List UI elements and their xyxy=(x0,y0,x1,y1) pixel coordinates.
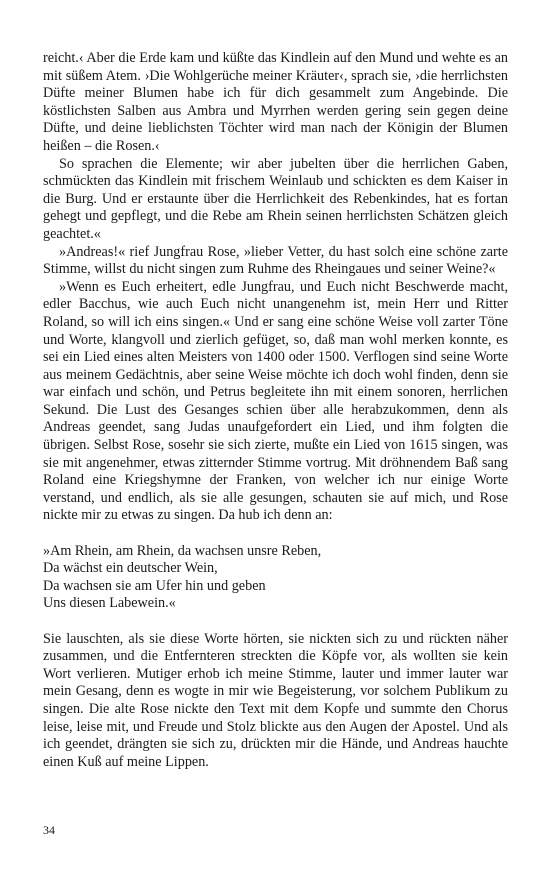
paragraph: reicht.‹ Aber die Erde kam und küßte das Kindlein auf den Mund und wehte es an mit süßem Atem. ›Die Wohlgerüche meiner Kräuter‹, sprach sie, ›die herrlichsten Düfte meiner Blumen habe ich für dich gesammelt zum Angebinde. Die köstlichsten Salben aus Ambra und Myrrhen werden gering sein gegen deine Düfte, und deine lieblichsten Töchter wird man nach der Königin der Blumen heißen – die Rosen.‹ xyxy=(43,50,508,154)
verse-line: »Am Rhein, am Rhein, da wachsen unsre Reben, xyxy=(43,542,322,559)
paragraph: So sprachen die Elemente; wir aber jubelten über die herrlichen Gaben, schmückten das Kindlein mit frischem Weinlaub und schickten es dem Kaiser in die Burg. Und er erstaunte über die Herrlichkeit des Rebenkindes, hat es fortan gehegt und gepflegt, und die Rebe am Rhein seinen herrlichsten Schätzen gleich geachtet.« xyxy=(43,155,508,242)
poem-verse xyxy=(43,543,508,613)
verse-line: Uns diesen Labewein.« xyxy=(43,595,176,612)
verse-line: Da wachsen sie am Ufer hin und geben xyxy=(43,577,266,594)
paragraph: »Wenn es Euch erheitert, edle Jungfrau, und Euch nicht Beschwerde macht, edler Bacchus, wie auch Euch nicht unangenehm ist, mein Herr und Ritter Roland, so will ich eins singen.« Und er sang eine schöne Weise voll zarter Töne und Worte, klangvoll und zierlich gefüget, so, daß man wohl merken konnte, es sei ein Lied eines alten Meisters von 1400 oder 1500. Verflogen sind seine Worte aus meinem Gedächtnis, aber seine Weise möchte ich doch wohl finden, denn sie war einfach und schön, und Petrus begleitete ihn mit einem sonoren, herrlichen Sekund. Die Lust des Gesanges schien über alle herabzukommen, denn als Andreas geendet, sang Judas unaufgefordert ein Lied, und ihm folgten die übrigen. Selbst Rose, sosehr sie sich zierte, mußte ein Lied von 1615 singen, was sie mit angenehmer, etwas zitternder Stimme vortrug. Mit dröhnendem Baß sang Roland eine Kriegshymne der Franken, von welcher ich nur einige Worte verstand, und endlich, als sie alle gesungen, schauten sie auf mich, und Rose nickte mir zu etwas zu singen. Da hub ich denn an: xyxy=(43,278,508,524)
book-page xyxy=(43,50,508,771)
paragraph: »Andreas!« rief Jungfrau Rose, »lieber Vetter, du hast solch eine schöne zarte Stimme, willst du nicht singen zum Ruhme des Rheingaues und seiner Weine?« xyxy=(43,243,508,278)
closing-paragraph: Sie lauschten, als sie diese Worte hörten, sie nickten sich zu und rückten näher zusammen, und die Entfernteren streckten die Köpfe vor, als wollten sie kein Wort verlieren. Mutiger erhob ich meine Stimme, lauter und immer lauter war mein Gesang, denn es wogte in mir wie Begeisterung, vor solchem Publikum zu singen. Die alte Rose nickte den Text mit dem Kopfe und summte den Chorus leise, leise mit, und Freude und Stolz blickte aus den Augen der Apostel. Und als ich geendet, drängten sie sich zu, drückten mir die Hände, und Andreas hauchte einen Kuß auf meine Lippen. xyxy=(43,630,508,770)
verse-line: Da wächst ein deutscher Wein, xyxy=(43,560,218,577)
page-number: 34 xyxy=(43,823,55,837)
